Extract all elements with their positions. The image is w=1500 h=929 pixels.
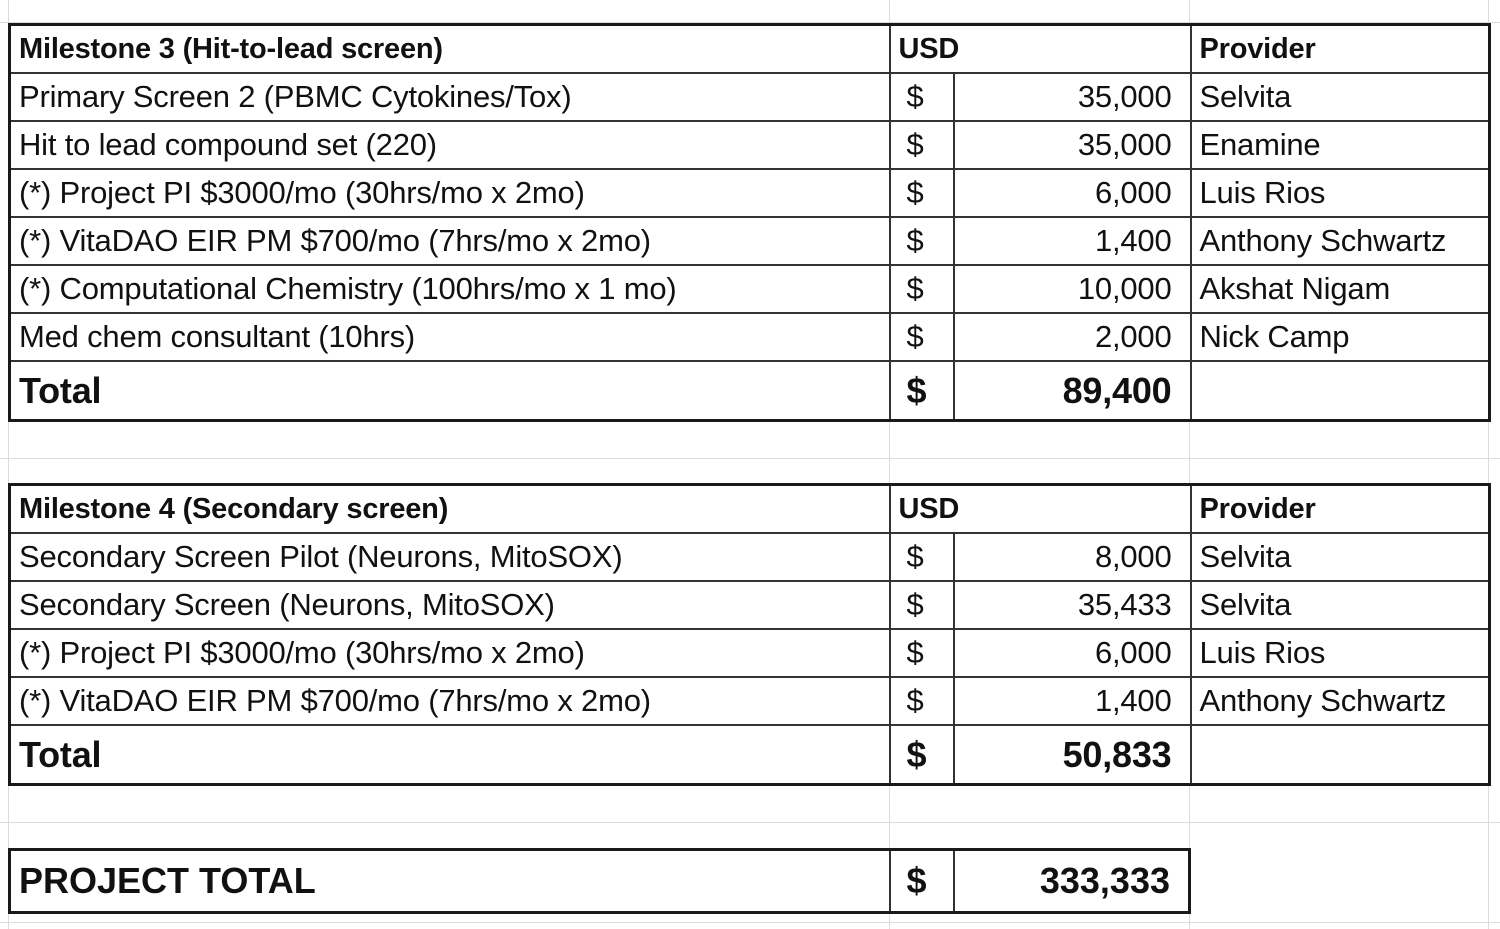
currency-symbol-cell[interactable]: $ [890,533,954,581]
amount-cell[interactable]: 2,000 [954,313,1191,361]
item-cell[interactable]: Med chem consultant (10hrs) [10,313,890,361]
project-total-label[interactable]: PROJECT TOTAL [10,850,890,913]
project-total-row [10,850,1190,913]
milestone-3-title[interactable]: Milestone 3 (Hit-to-lead screen) [10,25,890,74]
amount-cell[interactable]: 1,400 [954,217,1191,265]
total-amount[interactable]: 50,833 [954,725,1191,785]
table-row [10,677,1490,725]
project-total-currency-symbol[interactable]: $ [890,850,954,913]
milestone-3-header-row [10,25,1490,74]
amount-cell[interactable]: 35,433 [954,581,1191,629]
table-row [10,629,1490,677]
table-row [10,121,1490,169]
provider-cell[interactable]: Enamine [1191,121,1490,169]
amount-cell[interactable]: 6,000 [954,169,1191,217]
milestone-3-total-row [10,361,1490,421]
currency-symbol-cell[interactable]: $ [890,169,954,217]
provider-cell[interactable]: Akshat Nigam [1191,265,1490,313]
grid-line [0,822,1500,823]
table-row [10,313,1490,361]
milestone-3-table [8,23,1491,422]
project-total-amount[interactable]: 333,333 [954,850,1190,913]
milestone-4-title[interactable]: Milestone 4 (Secondary screen) [10,485,890,534]
provider-header[interactable]: Provider [1191,485,1490,534]
currency-symbol-cell[interactable]: $ [890,677,954,725]
item-cell[interactable]: (*) VitaDAO EIR PM $700/mo (7hrs/mo x 2mo) [10,677,890,725]
item-cell[interactable]: Hit to lead compound set (220) [10,121,890,169]
currency-symbol-cell[interactable]: $ [890,217,954,265]
usd-header[interactable]: USD [890,485,1191,534]
project-total-table [8,848,1191,914]
provider-cell[interactable]: Selvita [1191,73,1490,121]
grid-line [0,458,1500,459]
table-row [10,73,1490,121]
grid-line [0,922,1500,923]
amount-cell[interactable]: 1,400 [954,677,1191,725]
provider-cell[interactable]: Luis Rios [1191,169,1490,217]
currency-symbol-cell[interactable]: $ [890,313,954,361]
currency-symbol-cell[interactable]: $ [890,629,954,677]
milestone-4-total-row [10,725,1490,785]
currency-symbol-cell[interactable]: $ [890,265,954,313]
total-currency-symbol[interactable]: $ [890,361,954,421]
provider-cell[interactable]: Nick Camp [1191,313,1490,361]
table-row [10,581,1490,629]
currency-symbol-cell[interactable]: $ [890,121,954,169]
item-cell[interactable]: (*) VitaDAO EIR PM $700/mo (7hrs/mo x 2mo) [10,217,890,265]
milestone-4-header-row [10,485,1490,534]
total-currency-symbol[interactable]: $ [890,725,954,785]
provider-cell[interactable]: Luis Rios [1191,629,1490,677]
item-cell[interactable]: Secondary Screen (Neurons, MitoSOX) [10,581,890,629]
empty-cell[interactable] [1191,361,1490,421]
item-cell[interactable]: (*) Computational Chemistry (100hrs/mo x 1 mo) [10,265,890,313]
table-row [10,169,1490,217]
total-amount[interactable]: 89,400 [954,361,1191,421]
provider-cell[interactable]: Anthony Schwartz [1191,677,1490,725]
empty-cell[interactable] [1191,725,1490,785]
item-cell[interactable]: (*) Project PI $3000/mo (30hrs/mo x 2mo) [10,169,890,217]
provider-cell[interactable]: Selvita [1191,581,1490,629]
table-row [10,217,1490,265]
provider-cell[interactable]: Selvita [1191,533,1490,581]
usd-header[interactable]: USD [890,25,1191,74]
item-cell[interactable]: Primary Screen 2 (PBMC Cytokines/Tox) [10,73,890,121]
provider-header[interactable]: Provider [1191,25,1490,74]
currency-symbol-cell[interactable]: $ [890,581,954,629]
currency-symbol-cell[interactable]: $ [890,73,954,121]
table-row [10,265,1490,313]
total-label[interactable]: Total [10,725,890,785]
total-label[interactable]: Total [10,361,890,421]
table-row [10,533,1490,581]
provider-cell[interactable]: Anthony Schwartz [1191,217,1490,265]
milestone-4-table [8,483,1491,786]
amount-cell[interactable]: 35,000 [954,121,1191,169]
item-cell[interactable]: (*) Project PI $3000/mo (30hrs/mo x 2mo) [10,629,890,677]
amount-cell[interactable]: 35,000 [954,73,1191,121]
amount-cell[interactable]: 10,000 [954,265,1191,313]
amount-cell[interactable]: 6,000 [954,629,1191,677]
amount-cell[interactable]: 8,000 [954,533,1191,581]
item-cell[interactable]: Secondary Screen Pilot (Neurons, MitoSOX) [10,533,890,581]
